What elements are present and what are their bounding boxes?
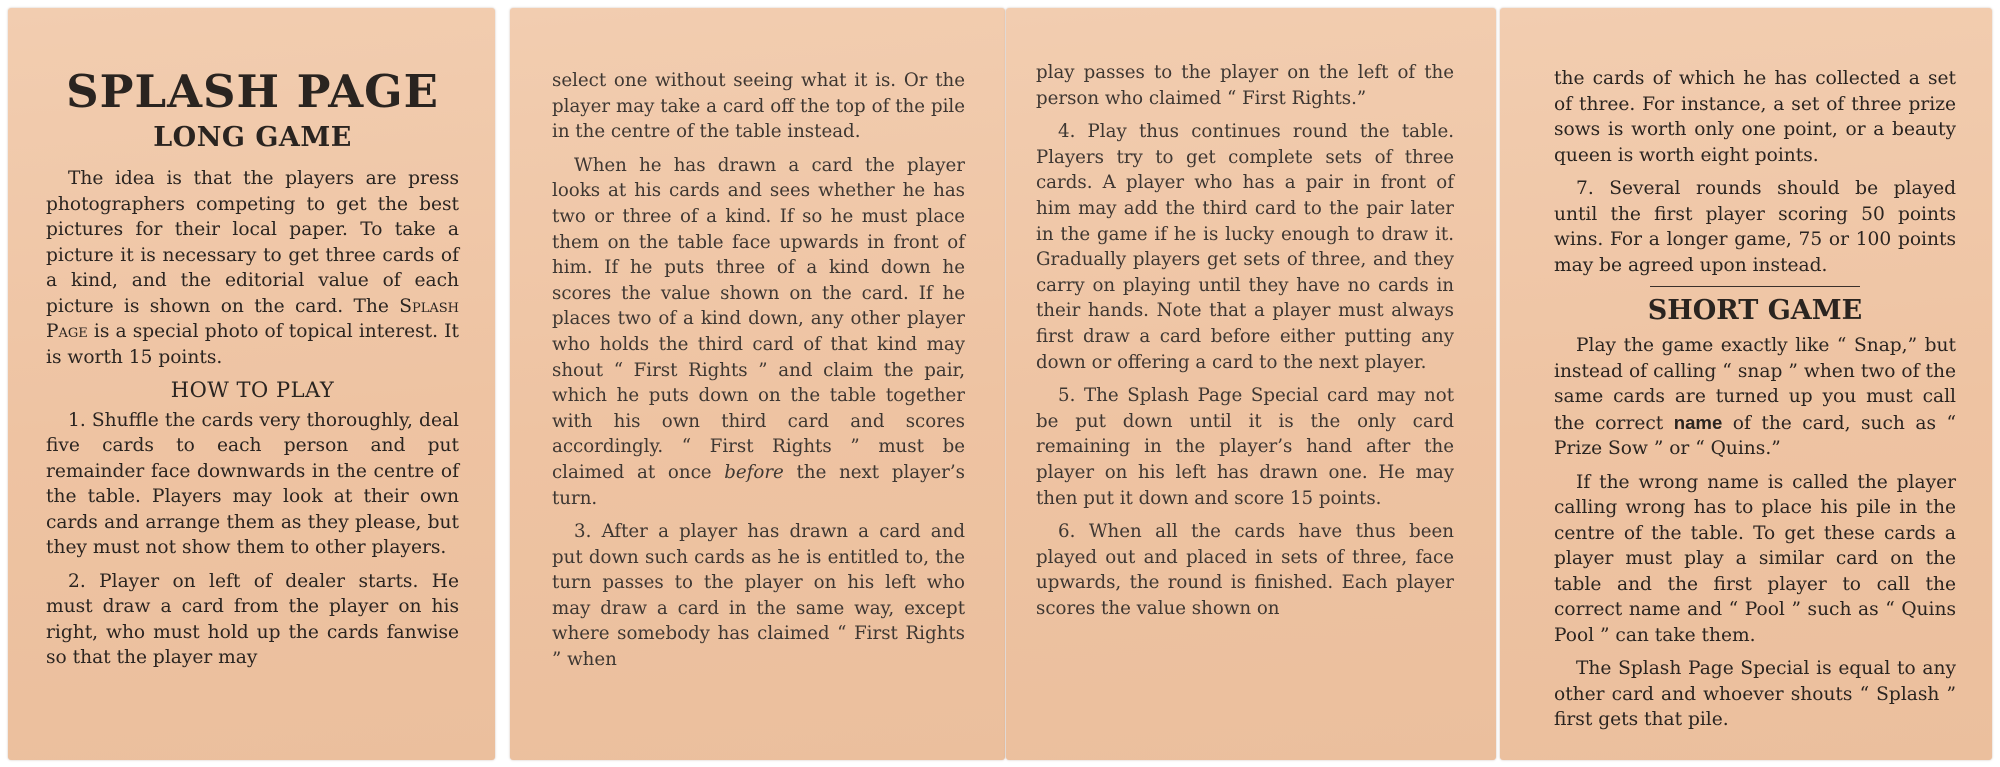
rule-5: 5. The Splash Page Special card may not be put down until it is the only card remaining in the player’s hand after the player on his left has drawn one. He may then put it down and score 15 points. [1036,385,1454,509]
game-title: SPLASH PAGE [66,65,439,118]
rule-4: 4. Play thus continues round the table. Players try to get complete sets of three cards. A player who has a pair in front of him may add the third card to the pair later in the game if he is lucky enough to draw it. Gradually players get sets of three, and they carry on playing until they have no cards in their hands. Note that a player must always first draw a card before either putting any down or offering a card to the next player. [1036,121,1454,373]
how-to-play-heading: HOW TO PLAY [170,378,335,402]
intro-paragraph [46,166,459,370]
short-game-heading: SHORT GAME [1647,295,1863,326]
long-game-heading: LONG GAME [153,122,352,153]
rule-2: 2. Player on left of dealer starts. He must draw a card from the player on his right, who must hold up the cards fanwise so that the player may [46,570,459,668]
intro-text-a: The idea is that the players are press photographers competing to get the best pictures for their local paper. To take a picture it is necessary to get three cards of a kind, and the editorial value of each picture is shown on the card. The [46,168,459,317]
section-divider [1650,286,1860,287]
rule-3: 3. After a player has drawn a card and put down such cards as he is entitled to, the turn passes to the player on his left who may draw a card in the same way, except where somebody has claimed “ First Rights ” when [552,521,965,671]
rules-panel-2 [510,8,1005,760]
first-rights-emphasis: before [724,461,784,483]
rule-6-continued: the cards of which he has collected a set of three. For instance, a set of three prize sows is worth only one point, or a beauty queen is worth eight points. [1554,68,1956,166]
rule-2-continued: select one without seeing what it is. Or the player may take a card off the top of the pile in the centre of the table instead. [552,70,965,143]
rule-1: 1. Shuffle the cards very thoroughly, deal five cards to each person and put remainder face downwards in the centre of the table. Players may look at their own cards and arrange them as they please, but they must not show them to other players. [46,409,459,558]
intro-splash-page: Splash Page [46,295,459,342]
short-game-paragraph-3: The Splash Page Special is equal to any other card and whoever shouts “ Splash ” first gets that pile. [1554,658,1956,730]
first-rights-text-a: When he has drawn a card the player looks at his cards and sees whether he has two or three of a kind. If so he must place them on the table face upwards in front of him. If he puts three of a kind down he scores the value shown on the card. If he places two of a kind down, any other player who holds the third card of that kind may shout “ First Rights ” and claim the pair, which he puts down on the table together with his own third card and scores accordingly. “ First Rights ” must be claimed at once [552,154,965,483]
short-name-bold: name [1673,411,1723,433]
panel-1-text [46,166,459,671]
rules-panel-3 [1006,8,1496,760]
panel-4-text [1554,66,1956,733]
rule-3-continued: play passes to the player on the left of the person who claimed “ First Rights.” [1036,62,1454,109]
short-text-a: Play the game exactly like “ Snap,” but instead of calling “ snap ” when two of the same cards are turned up you must call the correct [1554,335,1956,434]
rules-panel-4 [1500,8,1992,760]
rules-panel-1 [8,8,495,760]
first-rights-paragraph [552,153,965,511]
short-game-paragraph-2: If the wrong name is called the player calling wrong has to place his pile in the centre of the table. To get these cards a player must play a similar card on the table and the first player to call the correct name and “ Pool ” such as “ Quins Pool ” can take them. [1554,471,1956,646]
short-text-b: of the card, such as “ Prize Sow ” or “ Quins.” [1554,412,1957,459]
panel-2-text [552,68,965,673]
short-game-paragraph-1 [1554,333,1956,462]
rule-6: 6. When all the cards have thus been played out and placed in sets of three, face upwards, the round is finished. Each player scores the value shown on [1036,521,1454,619]
first-rights-text-b: the next player’s turn. [552,461,965,509]
intro-text-b: is a special photo of topical interest. It is worth 15 points. [46,321,459,368]
panel-3-text [1036,60,1454,621]
rule-7: 7. Several rounds should be played until the first player scoring 50 points wins. For a longer game, 75 or 100 points may be agreed upon instead. [1554,178,1956,276]
